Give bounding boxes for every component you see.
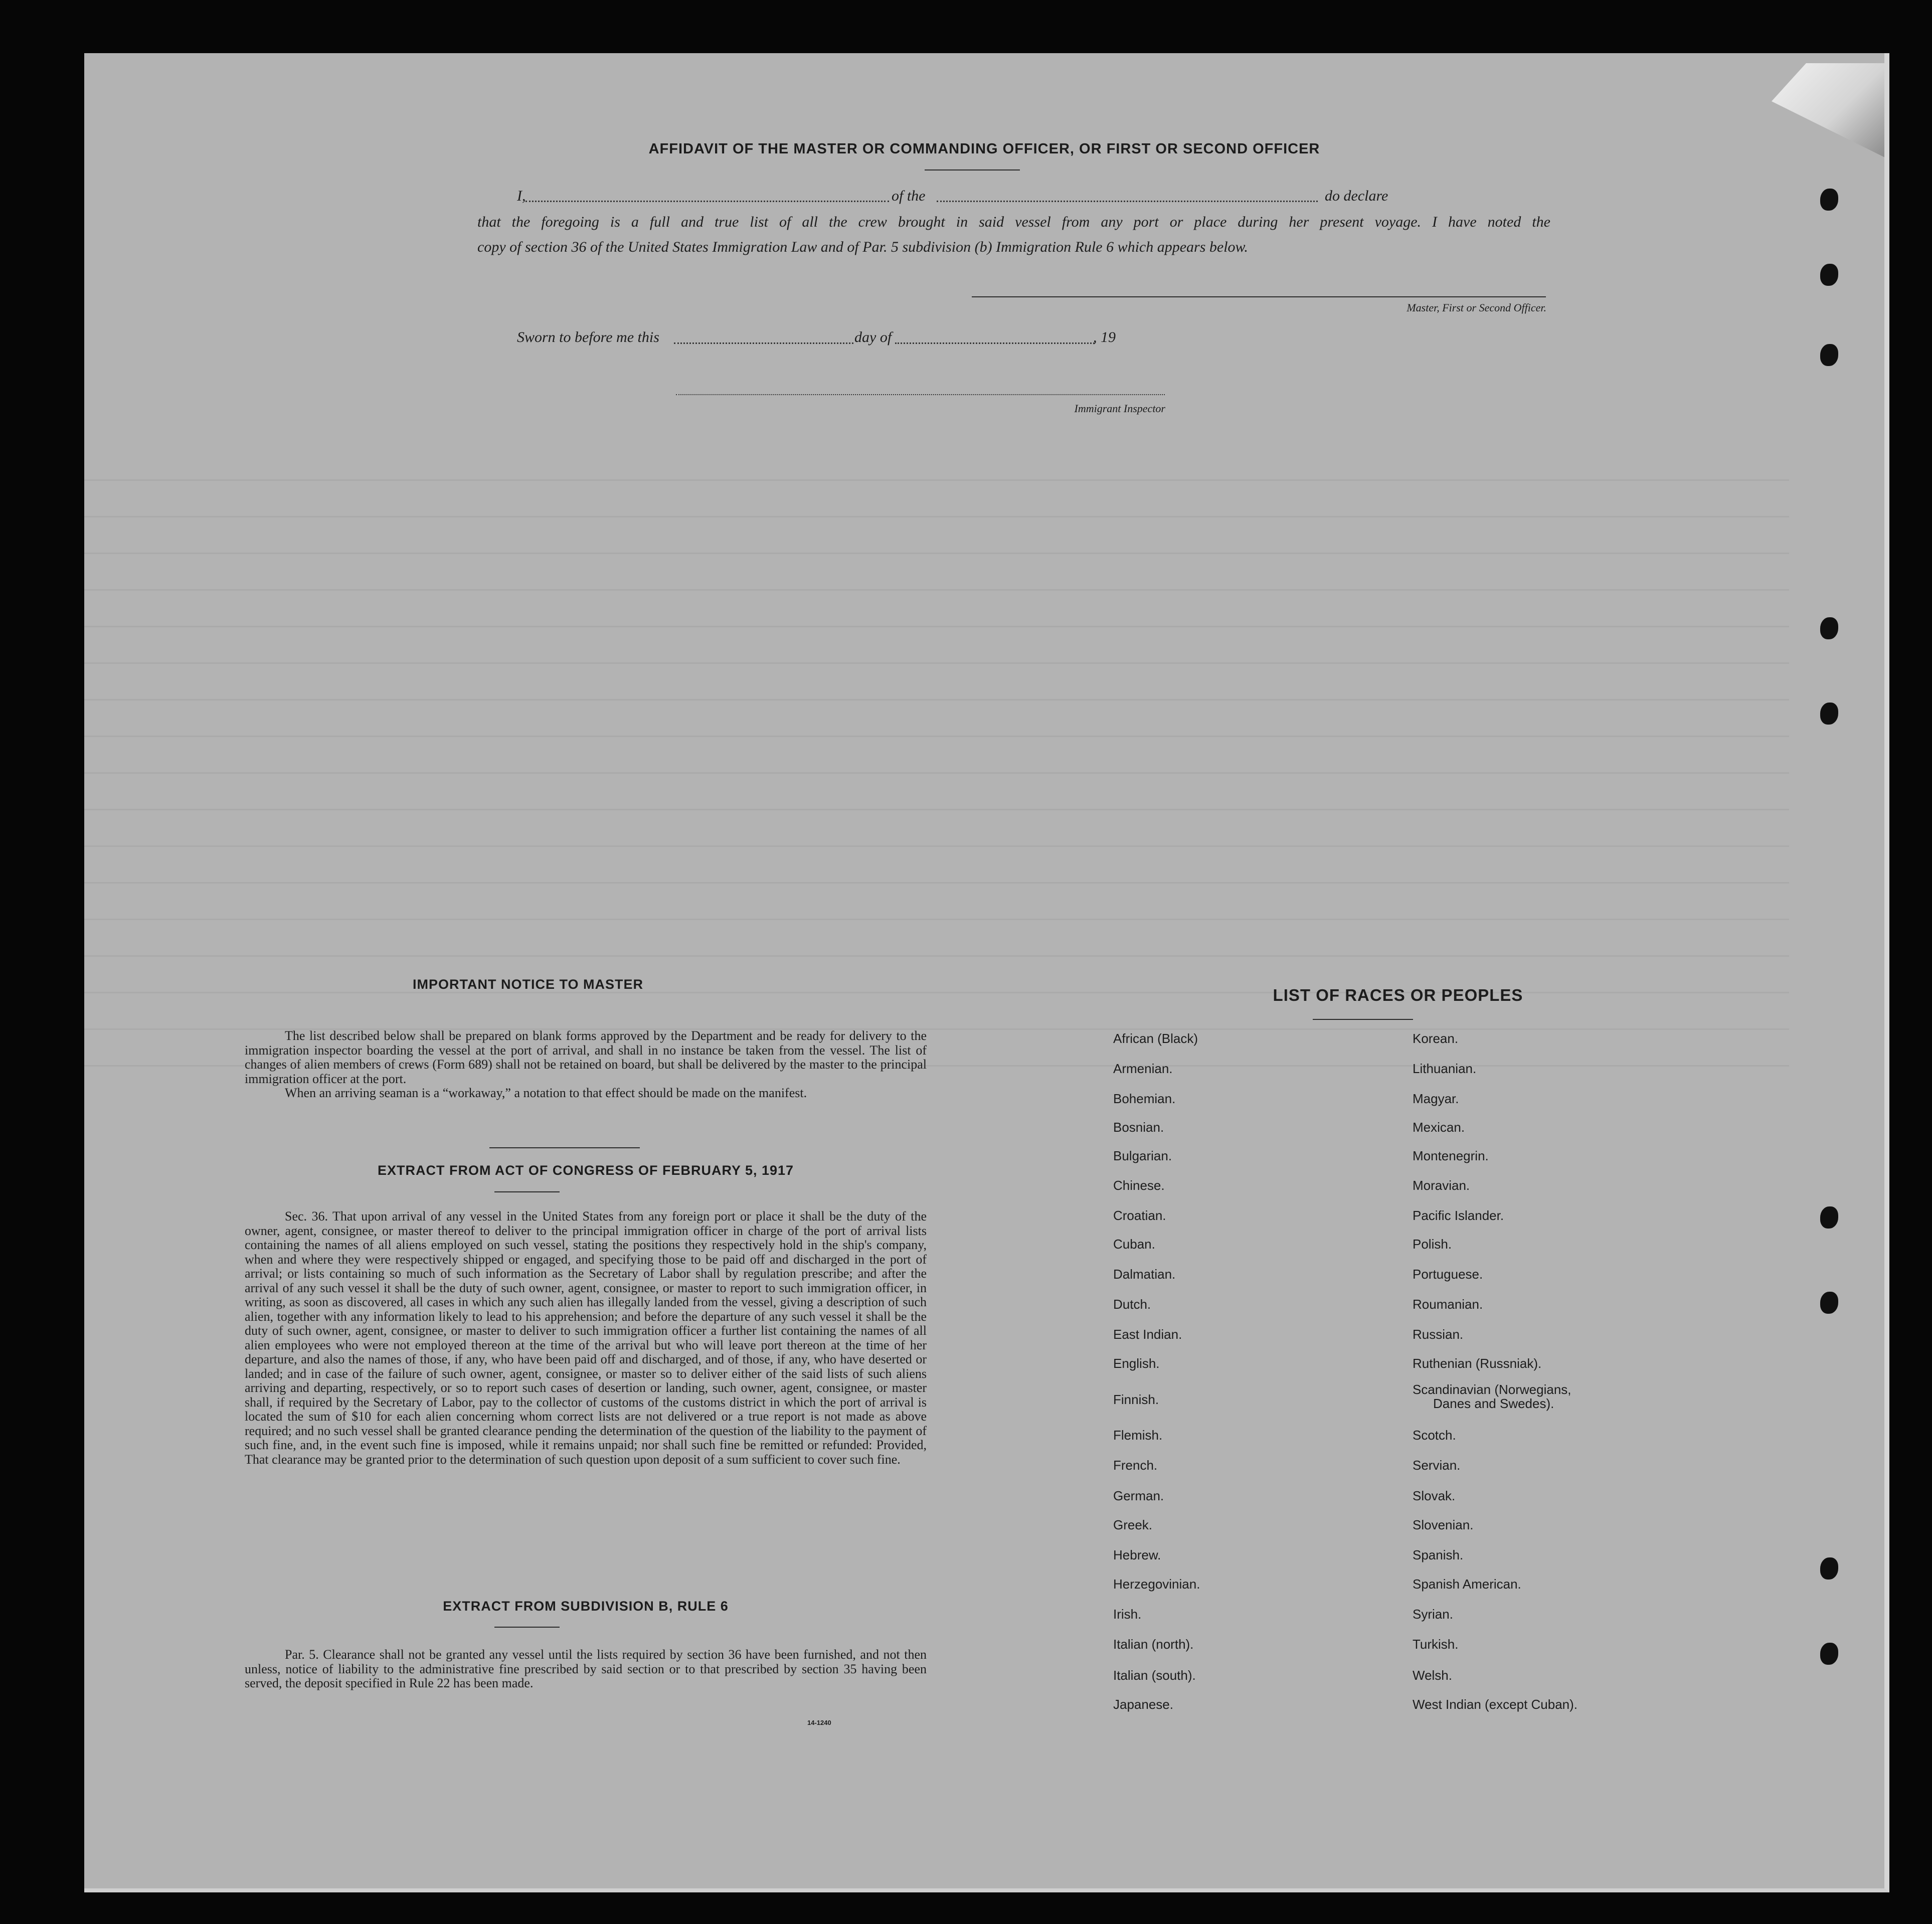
race-right-item: Portuguese. bbox=[1413, 1267, 1483, 1282]
race-right-item: Slovak. bbox=[1413, 1488, 1456, 1503]
race-right-item: Turkish. bbox=[1413, 1637, 1459, 1652]
race-left-item: Cuban. bbox=[1113, 1237, 1155, 1252]
race-left-item: African (Black) bbox=[1113, 1031, 1198, 1046]
rule-extract-paragraph: Par. 5. Clearance shall not be granted any vessel until the lists required by section 36 have been furnished, and not then unless, notice of liability to the administrative fine prescribed by said section or to that prescribed by section 35 having been served, the deposit specified in Rule 22 has been made. bbox=[245, 1647, 927, 1690]
punch-hole bbox=[1820, 264, 1838, 286]
race-left-item: Flemish. bbox=[1113, 1428, 1163, 1443]
race-left-item: Croatian. bbox=[1113, 1208, 1166, 1223]
year-label: , 19 bbox=[1093, 329, 1116, 345]
heading-divider bbox=[1313, 1019, 1413, 1020]
race-right-item: Montenegrin. bbox=[1413, 1148, 1489, 1163]
act-extract-paragraph: Sec. 36. That upon arrival of any vessel in the United States from any foreign port or place it shall be the duty of the owner, agent, consignee, or master thereof to deliver to the principal immigration officer in charge of the port of arrival lists containing the names of all aliens employed on such vessel, stating the positions they respectively hold in the ship's company, when and where they were respectively shipped or engaged, and specifying those to be paid off and discharged in the port of arrival; or lists containing so much of such information as the Secretary of Labor shall by regulation prescribe; and after the arrival of any such vessel it shall be the duty of such owner, agent, consignee, or master to report to such immigration officer, in writing, as soon as discovered, all cases in which any such alien has illegally landed from the vessel, giving a description of such alien, together with any information likely to lead to his apprehension; and before the departure of any such vessel it shall be the duty of such owner, agent, consignee, or master to deliver to such immigration officer a further list containing the names of all alien employees who were not employed thereon at the time of the arrival but who will leave port thereon at the time of her departure, and also the names of those, if any, who have been paid off and discharged, and of those, if any, who have deserted or landed; and in case of the failure of such owner, agent, consignee, or master so to deliver either of the said lists of such aliens arriving and departing, respectively, or so to report such cases of desertion or landing, such owner, agent, consignee, or master shall, if required by the Secretary of Labor, pay to the collector of customs of the customs district in which the port of arrival is located the sum of $10 for each alien concerning whom correct lists are not delivered or a true report is not made as above required; and no such vessel shall be granted clearance pending the determination of the question of the liability to the payment of such fine, and, in the event such fine is imposed, while it remains unpaid; nor shall such fine be remitted or refunded: Provided, That clearance may be granted prior to the determination of such question upon deposit of a sum sufficient to cover such fine. bbox=[245, 1209, 927, 1467]
race-left-item: Dalmatian. bbox=[1113, 1267, 1176, 1282]
race-left-item: German. bbox=[1113, 1488, 1164, 1503]
race-right-item: Ruthenian (Russniak). bbox=[1413, 1356, 1542, 1371]
race-left-item: Hebrew. bbox=[1113, 1547, 1161, 1562]
punch-hole bbox=[1820, 1557, 1838, 1580]
race-right-continuation: Danes and Swedes). bbox=[1433, 1396, 1554, 1411]
race-left-item: Bohemian. bbox=[1113, 1091, 1176, 1106]
race-right-item: Roumanian. bbox=[1413, 1297, 1483, 1312]
master-signature-line bbox=[972, 296, 1546, 297]
race-right-item: Slovenian. bbox=[1413, 1517, 1474, 1532]
document-page bbox=[84, 53, 1889, 1892]
act-extract-heading: EXTRACT FROM ACT OF CONGRESS OF FEBRUARY 5, 1917 bbox=[377, 1163, 794, 1178]
act-extract-body bbox=[245, 1209, 927, 1467]
punch-hole bbox=[1820, 344, 1838, 366]
punch-hole bbox=[1820, 1206, 1838, 1229]
inspector-label: Immigrant Inspector bbox=[1074, 402, 1165, 415]
heading-divider bbox=[494, 1191, 560, 1192]
race-left-item: English. bbox=[1113, 1356, 1160, 1371]
race-left-item: Italian (north). bbox=[1113, 1637, 1194, 1652]
sworn-day-line bbox=[674, 342, 853, 344]
race-right-item: Welsh. bbox=[1413, 1668, 1452, 1683]
race-right-item: Russian. bbox=[1413, 1327, 1464, 1342]
race-left-item: East Indian. bbox=[1113, 1327, 1182, 1342]
affidavit-i-label: I, bbox=[517, 188, 526, 204]
races-heading: LIST OF RACES OR PEOPLES bbox=[1273, 986, 1523, 1004]
race-left-item: Bosnian. bbox=[1113, 1120, 1164, 1135]
rule-extract-heading: EXTRACT FROM SUBDIVISION B, RULE 6 bbox=[443, 1599, 729, 1614]
race-right-item: Servian. bbox=[1413, 1458, 1461, 1473]
affidavit-line-3: copy of section 36 of the United States Immigration Law and of Par. 5 subdivision (b) Immigration Rule 6 which appears below. bbox=[477, 239, 1248, 255]
sworn-month-line bbox=[895, 342, 1095, 344]
name-field-line bbox=[525, 201, 889, 202]
notice-body bbox=[245, 1029, 927, 1101]
punch-hole bbox=[1820, 617, 1838, 639]
vessel-field-line bbox=[937, 201, 1318, 202]
section-divider bbox=[489, 1147, 640, 1148]
race-right-item: Lithuanian. bbox=[1413, 1061, 1477, 1076]
race-right-item: Moravian. bbox=[1413, 1178, 1470, 1193]
race-left-item: Herzegovinian. bbox=[1113, 1577, 1200, 1592]
affidavit-do-declare: do declare bbox=[1325, 188, 1388, 204]
race-left-item: Finnish. bbox=[1113, 1392, 1159, 1407]
race-right-item: Scotch. bbox=[1413, 1428, 1456, 1443]
race-right-item: Korean. bbox=[1413, 1031, 1459, 1046]
race-left-item: Italian (south). bbox=[1113, 1668, 1196, 1683]
notice-heading: IMPORTANT NOTICE TO MASTER bbox=[413, 977, 643, 992]
form-number: 14-1240 bbox=[807, 1719, 831, 1726]
race-right-item: Mexican. bbox=[1413, 1120, 1465, 1135]
race-right-item: West Indian (except Cuban). bbox=[1413, 1697, 1578, 1712]
master-signature-label: Master, First or Second Officer. bbox=[1407, 301, 1546, 314]
race-left-item: Irish. bbox=[1113, 1607, 1142, 1622]
race-right-item: Spanish. bbox=[1413, 1547, 1464, 1562]
sworn-label: Sworn to before me this bbox=[517, 329, 659, 345]
affidavit-heading: AFFIDAVIT OF THE MASTER OR COMMANDING OFFICER, OR FIRST OR SECOND OFFICER bbox=[648, 141, 1320, 157]
race-right-item: Magyar. bbox=[1413, 1091, 1459, 1106]
race-right-item: Pacific Islander. bbox=[1413, 1208, 1504, 1223]
notice-paragraph: The list described below shall be prepared on blank forms approved by the Department and be ready for delivery to the immigration inspector boarding the vessel at the port of arrival, and shall in no instance be taken from the vessel. The list of changes of alien members of crews (Form 689) shall not be retained on board, but shall be delivered by the master to the principal immigration officer at the port. bbox=[245, 1028, 927, 1086]
notice-paragraph: When an arriving seaman is a “workaway,” a notation to that effect should be made on the manifest. bbox=[285, 1086, 807, 1100]
rule-extract-body bbox=[245, 1648, 927, 1691]
race-left-item: Bulgarian. bbox=[1113, 1148, 1172, 1163]
race-right-item: Spanish American. bbox=[1413, 1577, 1521, 1592]
race-left-item: French. bbox=[1113, 1458, 1158, 1473]
punch-hole bbox=[1820, 189, 1838, 211]
race-left-item: Chinese. bbox=[1113, 1178, 1165, 1193]
punch-hole bbox=[1820, 703, 1838, 725]
race-right-item: Scandinavian (Norwegians, bbox=[1413, 1382, 1571, 1397]
affidavit-line-2: that the foregoing is a full and true list of all the crew brought in said vessel from any port or place during her present voyage. I have noted the bbox=[477, 214, 1550, 230]
race-left-item: Dutch. bbox=[1113, 1297, 1151, 1312]
heading-divider bbox=[494, 1627, 560, 1628]
race-left-item: Armenian. bbox=[1113, 1061, 1173, 1076]
punch-hole bbox=[1820, 1643, 1838, 1665]
race-left-item: Greek. bbox=[1113, 1517, 1153, 1532]
race-right-item: Polish. bbox=[1413, 1237, 1452, 1252]
affidavit-of-the-label: of the bbox=[892, 188, 926, 204]
race-left-item: Japanese. bbox=[1113, 1697, 1173, 1712]
day-of-label: day of bbox=[854, 329, 892, 345]
heading-divider bbox=[925, 169, 1020, 170]
punch-hole bbox=[1820, 1292, 1838, 1314]
race-right-item: Syrian. bbox=[1413, 1607, 1453, 1622]
inspector-signature-line bbox=[676, 394, 1165, 395]
